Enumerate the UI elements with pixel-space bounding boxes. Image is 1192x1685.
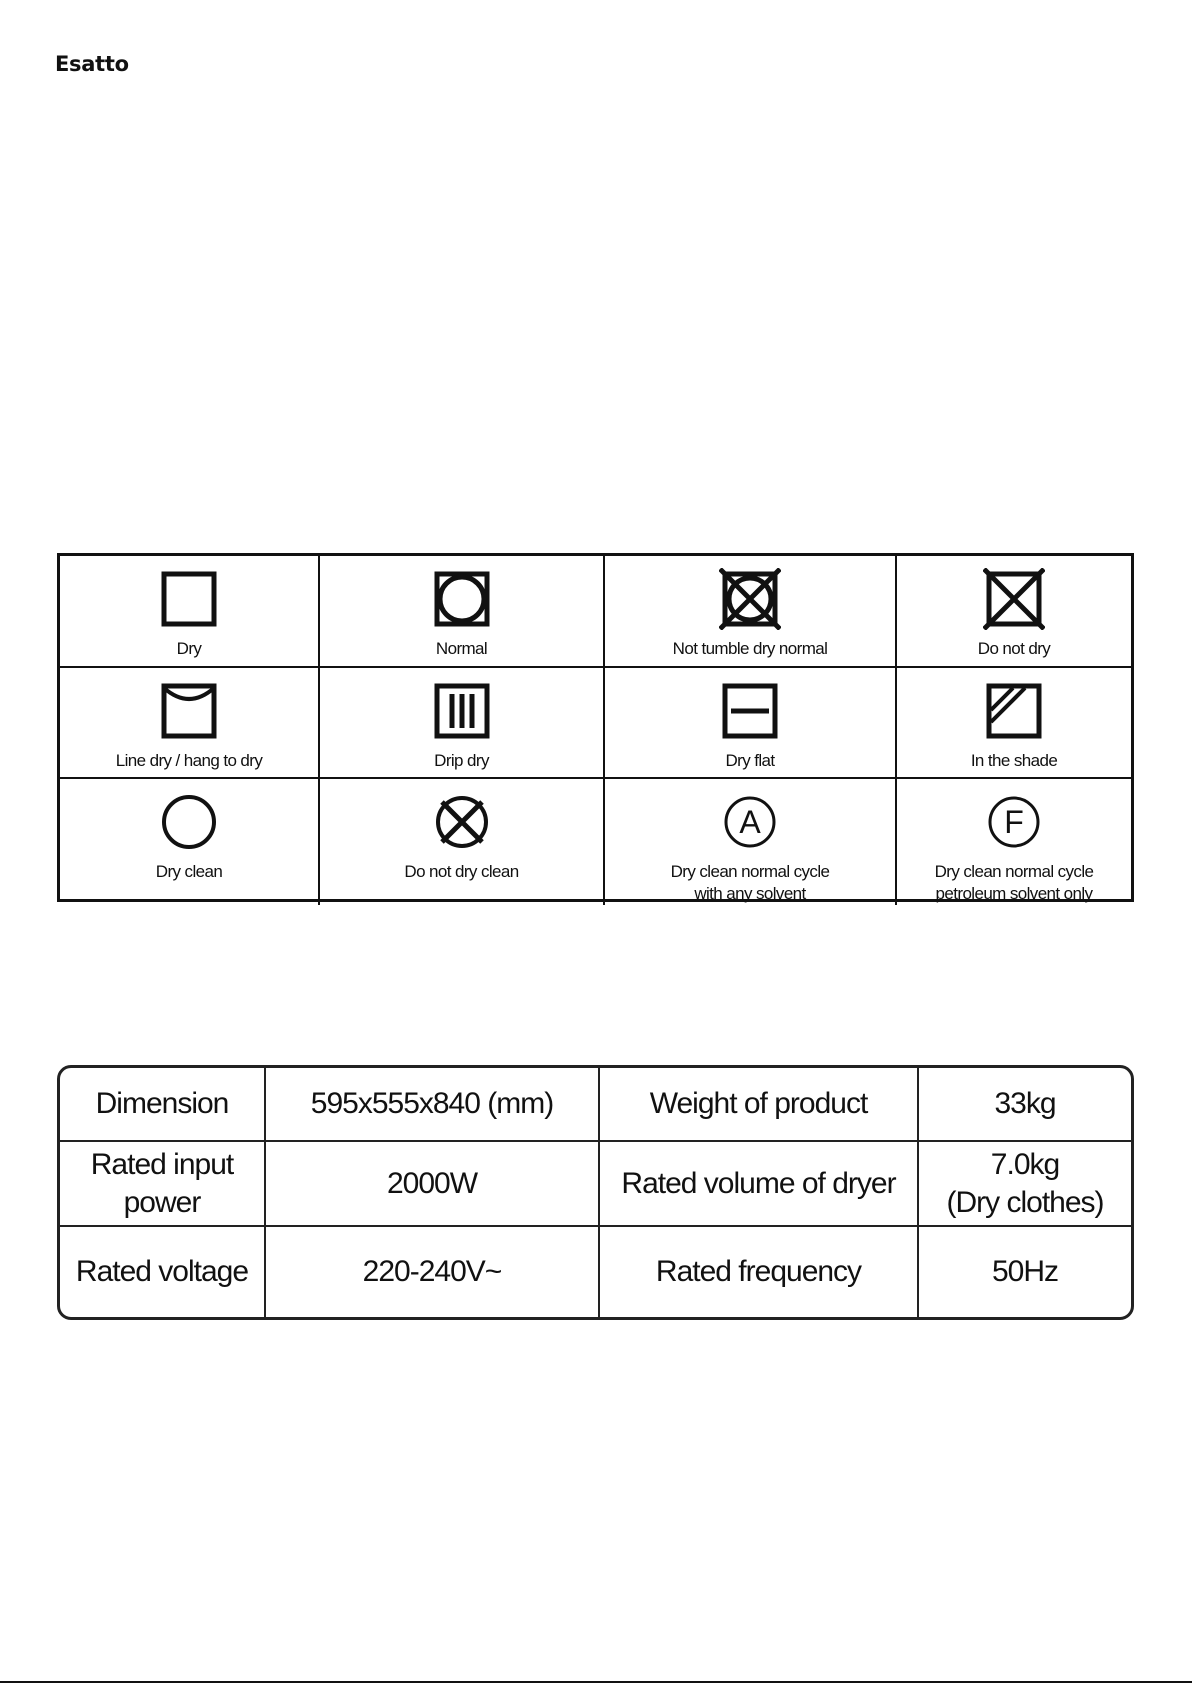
dry-flat-icon: [719, 680, 781, 742]
symbol-label: Not tumble dry normal: [672, 639, 828, 658]
symbol-label: Drip dry: [434, 751, 489, 770]
dry-clean-any-solvent-icon: [719, 791, 781, 853]
symbol-label: Do not dry clean: [404, 862, 519, 881]
dry-clean-petroleum-icon: [983, 791, 1045, 853]
specifications-table: [57, 1065, 1134, 1320]
symbol-cell: [320, 668, 605, 779]
brand-logo: Esatto: [55, 52, 129, 76]
not-tumble-dry-normal-icon: [719, 568, 781, 630]
symbol-cell: [60, 668, 320, 779]
dry-clean-icon: [158, 791, 220, 853]
spec-value: 50Hz: [991, 1255, 1059, 1288]
spec-label: Dimension: [60, 1068, 266, 1142]
symbol-label: Dry clean: [155, 862, 223, 881]
drip-dry-icon: [431, 680, 493, 742]
spec-label: Weight of product: [600, 1068, 919, 1142]
svg-text:F: F: [1004, 804, 1024, 840]
symbol-label: Dry: [176, 639, 202, 658]
spec-label: Rated voltage: [60, 1227, 266, 1317]
symbol-label: Dry flat: [725, 751, 775, 770]
tumble-dry-icon: [158, 568, 220, 630]
symbol-cell: [897, 779, 1131, 905]
dry-in-shade-icon: [983, 680, 1045, 742]
spec-value: 595x555x840 (mm): [266, 1068, 600, 1142]
spec-value: 33kg: [919, 1068, 1131, 1142]
symbol-label: In the shade: [970, 751, 1058, 770]
spec-value: 7.0kg (Dry clothes): [919, 1142, 1131, 1227]
do-not-dry-clean-icon: [431, 791, 493, 853]
spec-label: Rated frequency: [600, 1227, 919, 1317]
symbol-cell: [605, 668, 897, 779]
do-not-dry-icon: [983, 568, 1045, 630]
symbol-cell: [60, 556, 320, 668]
care-symbols-table: [57, 553, 1134, 902]
symbol-label: Dry clean normal cycle with any solvent: [670, 862, 830, 903]
line-dry-icon: [158, 680, 220, 742]
symbol-label: Normal: [435, 639, 488, 658]
symbol-cell: [320, 779, 605, 905]
symbol-cell: [897, 668, 1131, 779]
page-bottom-divider: [0, 1681, 1192, 1683]
spec-value: 220-240V~: [266, 1227, 600, 1317]
svg-text:A: A: [739, 804, 761, 840]
symbol-label: Dry clean normal cycle petroleum solvent only: [934, 862, 1094, 903]
tumble-dry-normal-icon: [431, 568, 493, 630]
symbol-cell: [60, 779, 320, 905]
spec-label: Rated volume of dryer: [600, 1142, 919, 1227]
symbol-cell: [320, 556, 605, 668]
symbol-label: Line dry / hang to dry: [115, 751, 263, 770]
symbol-cell: [605, 556, 897, 668]
spec-label: Rated input power: [60, 1142, 266, 1227]
symbol-label: Do not dry: [977, 639, 1051, 658]
symbol-cell: [605, 779, 897, 905]
spec-value: 2000W: [266, 1142, 600, 1227]
symbol-cell: [897, 556, 1131, 668]
